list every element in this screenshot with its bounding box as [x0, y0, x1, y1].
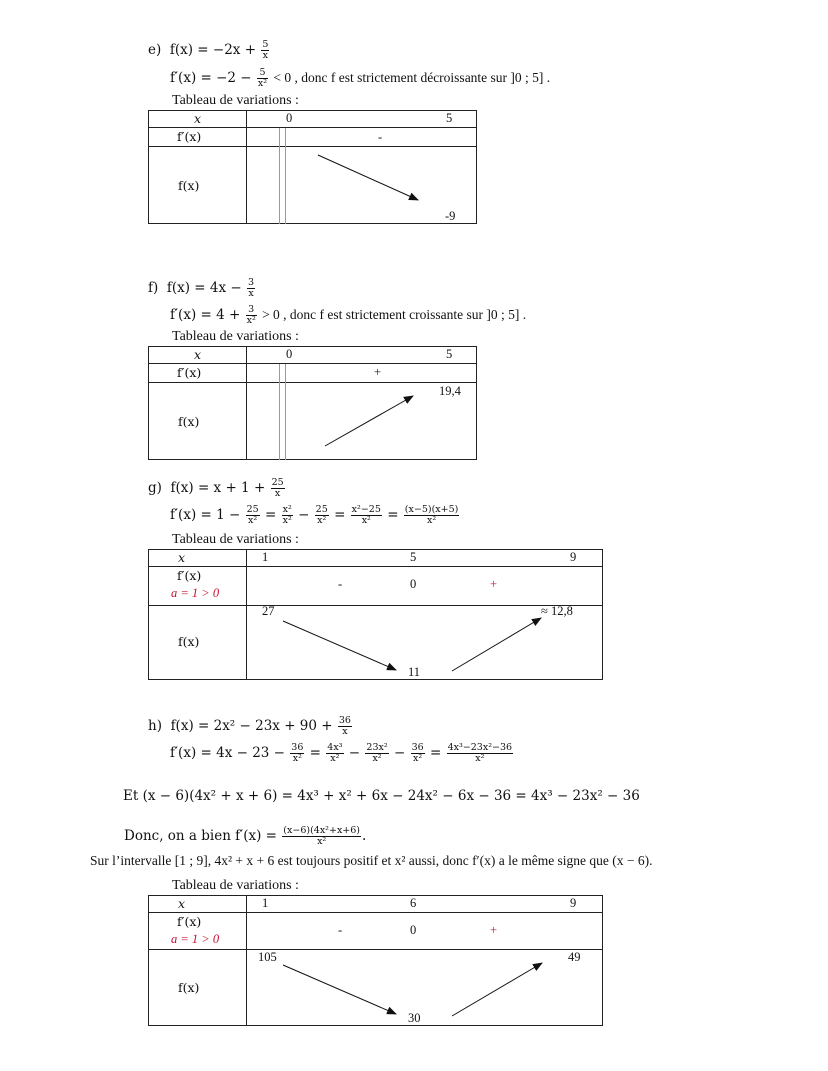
g-fp-lhs: f′(x) = 1 −	[170, 507, 241, 523]
g-x0: 1	[262, 550, 269, 564]
h-fp-frac4: $\frac{36}{\text{x²}}$	[411, 742, 424, 764]
f-function-line	[148, 278, 256, 299]
h-fp-header: f′(x)	[177, 914, 202, 929]
g-f-lhs: f(x) = x + 1 +	[170, 480, 266, 496]
e-fp-header: f′(x)	[177, 129, 202, 144]
h-zero: 0	[410, 923, 417, 937]
g-fp-frac5: $\frac{(x-5)(x+5)}{\text{x²}}$	[404, 504, 459, 526]
g-val-start: 27	[262, 604, 275, 618]
e-variation-table	[148, 110, 477, 224]
f-x-header: x	[194, 347, 202, 362]
h-donc-tail: .	[362, 828, 367, 844]
e-f-header: f(x)	[178, 178, 200, 193]
f-f-fraction: $\frac{3}{x}$	[248, 277, 255, 299]
h-donc-lhs: Donc, on a bien f′(x) =	[124, 828, 277, 844]
h-function-line	[148, 716, 353, 737]
h-variation-table	[148, 895, 603, 1026]
g-eq2: =	[334, 507, 346, 523]
g-variation-table	[148, 549, 603, 680]
g-table-title: Tableau de variations :	[172, 532, 299, 547]
g-derivative-line	[170, 505, 460, 526]
f-f-lhs: f(x) = 4x −	[166, 280, 242, 296]
h-interval-line: Sur l’intervalle [1 ; 9], 4x² + x + 6 est toujours positif et x² aussi, donc f′(x) a le même signe que (x − 6).	[90, 853, 653, 868]
h-fp-frac5: $\frac{\text{4x³−23x²−36}}{\text{x²}}$	[447, 742, 513, 764]
g-fp-frac2: $\frac{\text{x²}}{\text{x²}}$	[282, 504, 292, 526]
f-fp-lhs: f′(x) = 4 +	[170, 307, 241, 323]
g-f-fraction: $\frac{25}{x}$	[271, 477, 284, 499]
h-label: h)	[148, 718, 162, 734]
g-val-min: 11	[408, 665, 421, 679]
h-x1: 6	[410, 896, 417, 910]
g-x2: 9	[570, 550, 577, 564]
g-eq3: =	[387, 507, 399, 523]
g-label: g)	[148, 480, 162, 496]
h-derivative-line	[170, 743, 514, 764]
h-fp-frac2: $\frac{\text{4x³}}{\text{x²}}$	[327, 742, 343, 764]
h-fp-frac3: $\frac{\text{23x²}}{\text{x²}}$	[366, 742, 388, 764]
h-expand-line: Et (x − 6)(4x² + x + 6) = 4x³ + x² + 6x − 24x² − 6x − 36 = 4x³ − 23x² − 36	[123, 788, 640, 804]
g-sign-left: -	[338, 577, 343, 591]
g-fp-frac4: $\frac{\text{x²−25}}{\text{x²}}$	[351, 504, 381, 526]
h-minus1: −	[348, 745, 361, 761]
h-fp-lhs: f′(x) = 4x − 23 −	[170, 745, 285, 761]
g-fp-header: f′(x)	[177, 568, 202, 583]
g-x1: 5	[410, 550, 417, 564]
g-eq1: =	[264, 507, 277, 523]
f-fp-header: f′(x)	[177, 365, 202, 380]
h-f-fraction: $\frac{36}{x}$	[338, 715, 351, 737]
e-end-value: -9	[445, 209, 456, 223]
f-label: f)	[148, 280, 159, 296]
g-fp-frac3: $\frac{25}{\text{x²}}$	[315, 504, 328, 526]
h-x-header: x	[178, 896, 186, 911]
h-x0: 1	[262, 896, 269, 910]
g-fp-frac1: $\frac{25}{\text{x²}}$	[246, 504, 259, 526]
h-val-min: 30	[408, 1011, 421, 1025]
f-table-title: Tableau de variations :	[172, 329, 299, 344]
h-f-header: f(x)	[178, 980, 200, 995]
e-derivative-line	[170, 68, 550, 89]
h-val-start: 105	[258, 950, 277, 964]
h-table-title: Tableau de variations :	[172, 878, 299, 893]
h-sign-left: -	[338, 923, 343, 937]
h-donc-line	[124, 826, 366, 847]
e-x0: 0	[286, 111, 293, 125]
e-function-line	[148, 40, 270, 61]
e-label: e)	[148, 42, 162, 58]
e-f-fraction: $\frac{5}{x}$	[262, 39, 269, 61]
f-variation-table	[148, 346, 477, 460]
e-fp-lhs: f′(x) = −2 −	[170, 70, 252, 86]
g-function-line	[148, 478, 286, 499]
g-a-label: a = 1 > 0	[171, 586, 220, 600]
h-val-end: 49	[568, 950, 581, 964]
f-fp-conclusion: > 0 , donc f est strictement croissante sur ]0 ; 5] .	[262, 307, 527, 322]
f-x0: 0	[286, 347, 293, 361]
h-eq1: =	[309, 745, 321, 761]
e-x1: 5	[446, 111, 453, 125]
e-fp-fraction: $\frac{5}{\text{x²}}$	[257, 67, 268, 89]
h-eq2: =	[429, 745, 442, 761]
g-val-end: ≈ 12,8	[541, 604, 573, 618]
h-sign-right: +	[490, 923, 498, 937]
g-minus: −	[298, 507, 310, 523]
e-fp-conclusion: < 0 , donc f est strictement décroissante sur ]0 ; 5] .	[273, 70, 551, 85]
e-sign: -	[378, 130, 383, 144]
f-sign: +	[374, 365, 382, 379]
g-x-header: x	[178, 550, 186, 565]
f-fp-fraction: $\frac{3}{\text{x²}}$	[246, 304, 256, 326]
f-derivative-line	[170, 305, 526, 326]
f-x1: 5	[446, 347, 453, 361]
g-sign-right: +	[490, 577, 498, 591]
f-end-value: 19,4	[439, 384, 461, 398]
h-f-lhs: f(x) = 2x² − 23x + 90 +	[170, 718, 333, 734]
h-fp-frac1: $\frac{36}{\text{x²}}$	[291, 742, 304, 764]
f-f-header: f(x)	[178, 414, 200, 429]
h-donc-fraction: $\frac{\text{(x−6)(4x²+x+6)}}{\text{x²}}$	[283, 825, 361, 847]
e-table-title: Tableau de variations :	[172, 93, 299, 108]
g-zero: 0	[410, 577, 417, 591]
h-x2: 9	[570, 896, 577, 910]
h-a-label: a = 1 > 0	[171, 932, 220, 946]
e-f-lhs: f(x) = −2x +	[169, 42, 257, 58]
h-minus2: −	[393, 745, 406, 761]
e-x-header: x	[194, 111, 202, 126]
g-f-header: f(x)	[178, 634, 200, 649]
